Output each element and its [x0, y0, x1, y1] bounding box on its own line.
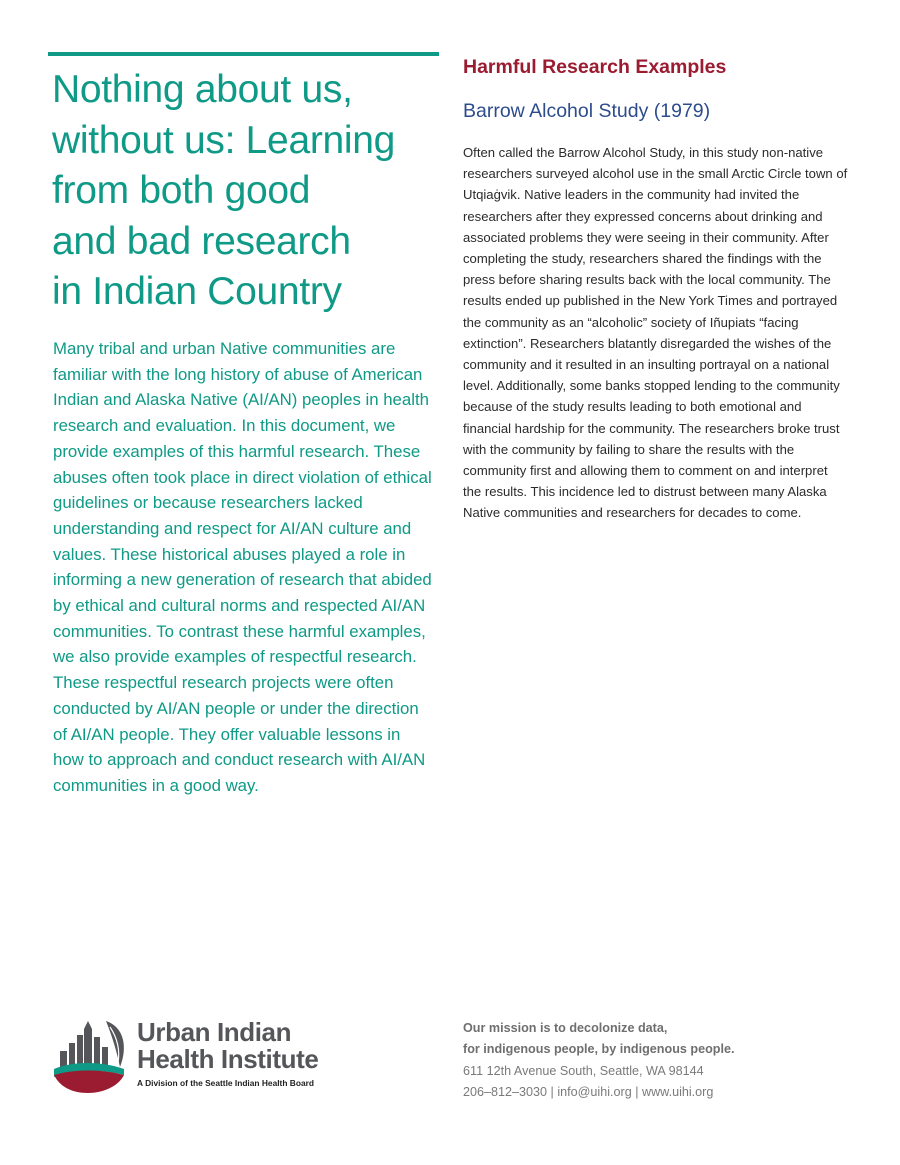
address: 611 12th Avenue South, Seattle, WA 98144 — [463, 1063, 704, 1078]
mission-line: Our mission is to decolonize data, — [463, 1021, 668, 1035]
title-line: and bad research — [52, 219, 351, 263]
mission-line: for indigenous people, by indigenous people. — [463, 1042, 735, 1057]
study-heading: Barrow Alcohol Study (1979) — [463, 100, 711, 122]
section-heading: Harmful Research Examples — [463, 56, 727, 78]
uihi-city-feather-logo-icon — [52, 1017, 132, 1093]
organization-name-line: Urban Indian — [137, 1017, 292, 1047]
title-line: from both good — [52, 169, 311, 212]
title-line: Nothing about us, — [52, 68, 353, 111]
intro-paragraph: Many tribal and urban Native communities are familiar with the long history of abuse of American Indian and Alaska Native (AI/AN) peoples in health research and evaluation. In this document, we provide examples of this harmful research. These abuses often took place in direct violation of ethical guidelines or because researchers lacked understanding and respect for AI/AN culture and values. These historical abuses played a role in informing a new generation of research that abided by ethical and cultural norms and respected AI/AN communities. To contrast these harmful examples, we also provide examples of respectful research. These respectful research projects were often conducted by AI/AN people or under the direction of AI/AN people. They offer valuable lessons in how to approach and conduct research with AI/AN communities in a good way. — [53, 339, 432, 795]
title-rule — [48, 52, 439, 56]
page-title — [52, 65, 442, 318]
study-body: Often called the Barrow Alcohol Study, in this study non-native researchers surveyed alcohol use in the small Arctic Circle town of Utqiaġvik. Native leaders in the community had invited the researchers after they expressed concerns about drinking and associated problems they were seeing in their community. After completing the study, researchers shared the findings with the press before sharing results back with the local community. The results ended up published in the New York Times and portrayed the community as an “alcoholic” society of Iñupiats “facing extinction”. Researchers blatantly disregarded the wishes of the community and it resulted in an insulting portrayal on a national level. Additionally, some banks stopped lending to the community because of the study results leading to both emotional and financial hardship for the community. The researchers broke trust with the community by failing to share the results with the community first and allowing them to comment on and interpret the results. This incidence led to distrust between many Alaska Native communities and researchers for decades to come. — [463, 145, 848, 521]
contact-info: 206–812–3030 | info@uihi.org | www.uihi.org — [463, 1085, 714, 1100]
title-line: without us: Learning — [52, 118, 396, 162]
footer-contact — [463, 1018, 863, 1104]
organization-logo — [52, 1017, 347, 1095]
organization-name — [137, 1019, 318, 1073]
title-line: in Indian Country — [52, 270, 342, 313]
organization-name-line: Health Institute — [137, 1044, 319, 1074]
organization-tagline: A Division of the Seattle Indian Health Board — [137, 1078, 314, 1088]
